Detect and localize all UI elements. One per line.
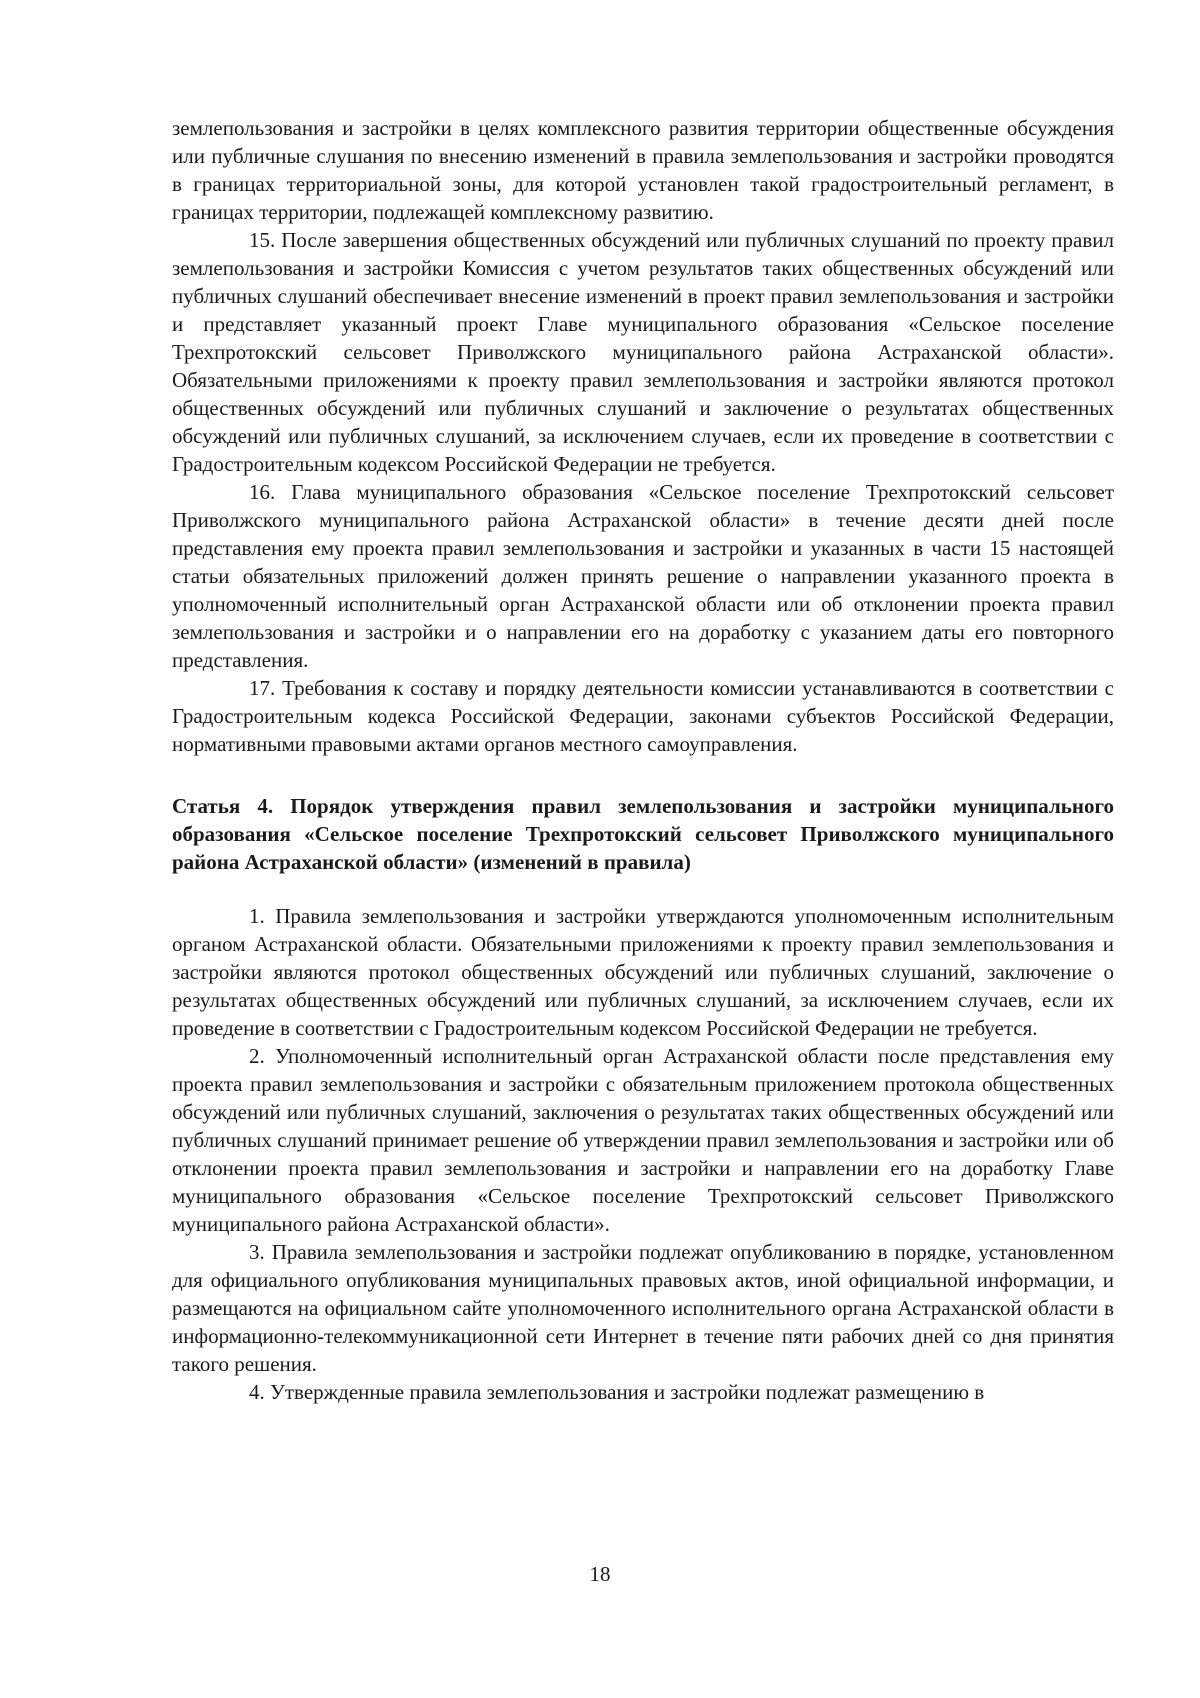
paragraph-item-3: 3. Правила землепользования и застройки подлежат опубликованию в порядке, установленном для официального опубликования муниципальных правовых актов, иной официальной информации, и размещаются на официальном сайте уполномоченного исполнительного органа Астраханской области в информационно-телекоммуникационной сети Интернет в течение пяти рабочих дней со дня принятия такого решения.: [172, 1240, 1114, 1376]
paragraph-item-16: 16. Глава муниципального образования «Сельское поселение Трехпротокский сельсовет Приволжского муниципального района Астраханской области» в течение десяти дней после представления ему проекта правил землепользования и застройки и указанных в части 15 настоящей статьи обязательных приложений должен принять решение о направлении указанного проекта в уполномоченный исполнительный орган Астраханской области или об отклонении проекта правил землепользования и застройки и о направлении его на доработку с указанием даты его повторного представления.: [172, 480, 1114, 672]
document-body: [172, 114, 1114, 1406]
article-4-heading: Статья 4. Порядок утверждения правил землепользования и застройки муниципального образования «Сельское поселение Трехпротокский сельсовет Приволжского муниципального района Астраханской области» (изменений в правила): [172, 794, 1114, 874]
page-number: 18: [589, 1562, 611, 1586]
paragraph-item-1: 1. Правила землепользования и застройки утверждаются уполномоченным исполнительным органом Астраханской области. Обязательными приложениями к проекту правил землепользования и застройки являются протокол общественных обсуждений или публичных слушаний, заключение о результатах общественных обсуждений или публичных слушаний, за исключением случаев, если их проведение в соответствии с Градостроительным кодексом Российской Федерации не требуется.: [172, 904, 1114, 1040]
paragraph-item-4: 4. Утвержденные правила землепользования и застройки подлежат размещению в: [249, 1380, 985, 1404]
paragraph-item-17: 17. Требования к составу и порядку деятельности комиссии устанавливаются в соответствии с Градостроительным кодекса Российской Федерации, законами субъектов Российской Федерации, нормативными правовыми актами органов местного самоуправления.: [172, 676, 1114, 756]
paragraph-item-15: 15. После завершения общественных обсуждений или публичных слушаний по проекту правил землепользования и застройки Комиссия с учетом результатов таких общественных обсуждений или публичных слушаний обеспечивает внесение изменений в проект правил землепользования и застройки и представляет указанный проект Главе муниципального образования «Сельское поселение Трехпротокский сельсовет Приволжского муниципального района Астраханской области». Обязательными приложениями к проекту правил землепользования и застройки являются протокол общественных обсуждений или публичных слушаний и заключение о результатах общественных обсуждений или публичных слушаний, за исключением случаев, если их проведение в соответствии с Градостроительным кодексом Российской Федерации не требуется.: [172, 228, 1114, 476]
paragraph-continuation: землепользования и застройки в целях комплексного развития территории общественные обсуждения или публичные слушания по внесению изменений в правила землепользования и застройки проводятся в границах территориальной зоны, для которой установлен такой градостроительный регламент, в границах территории, подлежащей комплексному развитию.: [172, 116, 1114, 224]
paragraph-item-2: 2. Уполномоченный исполнительный орган Астраханской области после представления ему проекта правил землепользования и застройки с обязательным приложением протокола общественных обсуждений или публичных слушаний, заключения о результатах таких общественных обсуждений или публичных слушаний принимает решение об утверждении правил землепользования и застройки или об отклонении проекта правил землепользования и застройки и направлении его на доработку Главе муниципального образования «Сельское поселение Трехпротокский сельсовет Приволжского муниципального района Астраханской области».: [172, 1044, 1114, 1236]
